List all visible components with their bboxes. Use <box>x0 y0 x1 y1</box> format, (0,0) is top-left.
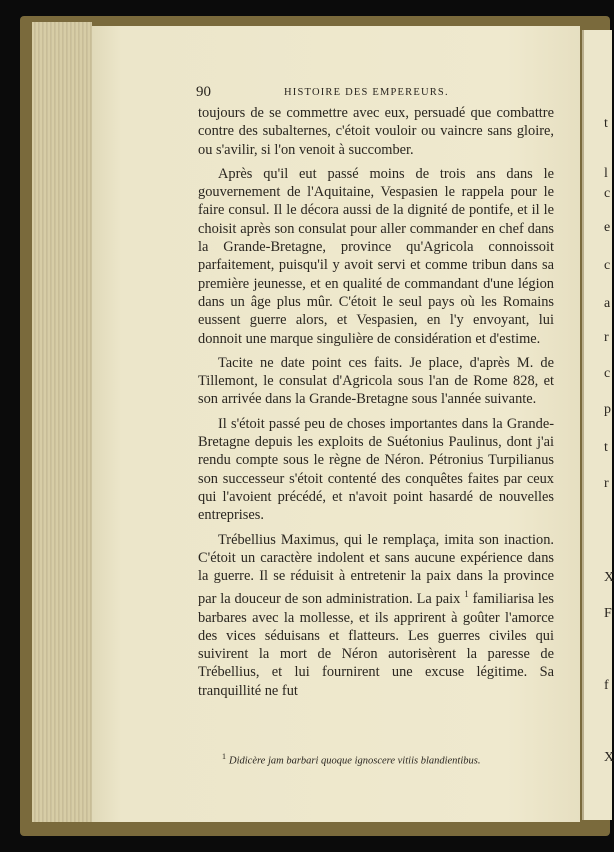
paragraph <box>198 531 554 700</box>
paragraph: toujours de se commettre avec eux, persuadé que combattre contre des subalternes, c'étoit vouloir ou vaincre sans gloire, ou s'avilir, si l'on venoit à succomber. <box>198 105 554 158</box>
page-number: 90 <box>196 84 211 100</box>
edge-letter: e <box>604 220 611 235</box>
edge-letter: r <box>604 476 609 491</box>
page-edges <box>32 22 92 822</box>
edge-letter: X <box>604 750 614 765</box>
facing-page-edge <box>582 30 612 820</box>
edge-letter: F <box>604 606 612 621</box>
paragraph-text: Trébellius Maximus, qui le remplaça, imita son inaction. C'étoit un caractère indolent et sans aucune expérience dans la guerre. Il se réduisit à entretenir la paix dans la province par la douceur de son administration. La paix <box>198 531 554 608</box>
edge-letter: p <box>604 402 611 417</box>
edge-letter: r <box>604 330 609 345</box>
paragraph-text: familiarisa les barbares avec la mollesse, et ils apprirent à goûter l'amorce des vices séduisans et flatteurs. Les guerres civiles qui suivirent la mort de Néron autorisèrent la paresse de Trébellius, et lui fournirent une excuse légitime. Sa tranquillité ne fut <box>198 591 554 699</box>
paragraph: Il s'étoit passé peu de choses importantes dans la Grande-Bretagne depuis les exploits de Suétonius Paulinus, dont j'ai rendu compte sous le règne de Néron. Pétronius Turpilianus son successeur s'étoit contenté des conquêtes faites par ceux qui l'avoient précédé, et n'avoit point hasardé de nouvelles entreprises. <box>198 415 554 524</box>
edge-letter: c <box>604 366 611 381</box>
paragraph: Tacite ne date point ces faits. Je place, d'après M. de Tillemont, le consulat d'Agricola sous l'an de Rome 828, et son arrivée dans la Grande-Bretagne sous l'année suivante. <box>198 354 554 408</box>
edge-letter: c <box>604 258 611 273</box>
edge-letter: t <box>604 116 608 131</box>
footnote <box>222 752 552 767</box>
footnote-marker: 1 <box>464 589 469 600</box>
paragraph: Après qu'il eut passé moins de trois ans dans le gouvernement de l'Aquitaine, Vespasien le rappela pour le faire consul. Il le décora aussi de la dignité de pontife, et il le choisit après son consulat pour aller commander en chef dans la Grande-Bretagne, province qu'Agricola connoissoit parfaitement, puisqu'il y avoit servi et comme tribun dans sa première jeunesse, et en qualité de commandant d'une légion dans un âge plus mûr. C'étoit le seul pays où les Romains eussent guerre alors, et Vespasien, en l'y envoyant, lui donnoit une marque singulière de considération et d'estime. <box>198 165 554 347</box>
footnote-text: Didicère jam barbari quoque ignoscere vitiis blandientibus. <box>229 755 481 767</box>
page-header <box>196 84 552 104</box>
edge-letter: X <box>604 570 614 585</box>
edge-letter: c <box>604 186 611 201</box>
edge-letter: l <box>604 166 608 181</box>
edge-letter: t <box>604 440 608 455</box>
footnote-number: 1 <box>222 752 226 761</box>
edge-letter: a <box>604 296 611 311</box>
edge-letter: f <box>604 678 609 693</box>
body-text <box>198 104 554 706</box>
running-title: HISTOIRE DES EMPEREURS. <box>284 87 449 98</box>
